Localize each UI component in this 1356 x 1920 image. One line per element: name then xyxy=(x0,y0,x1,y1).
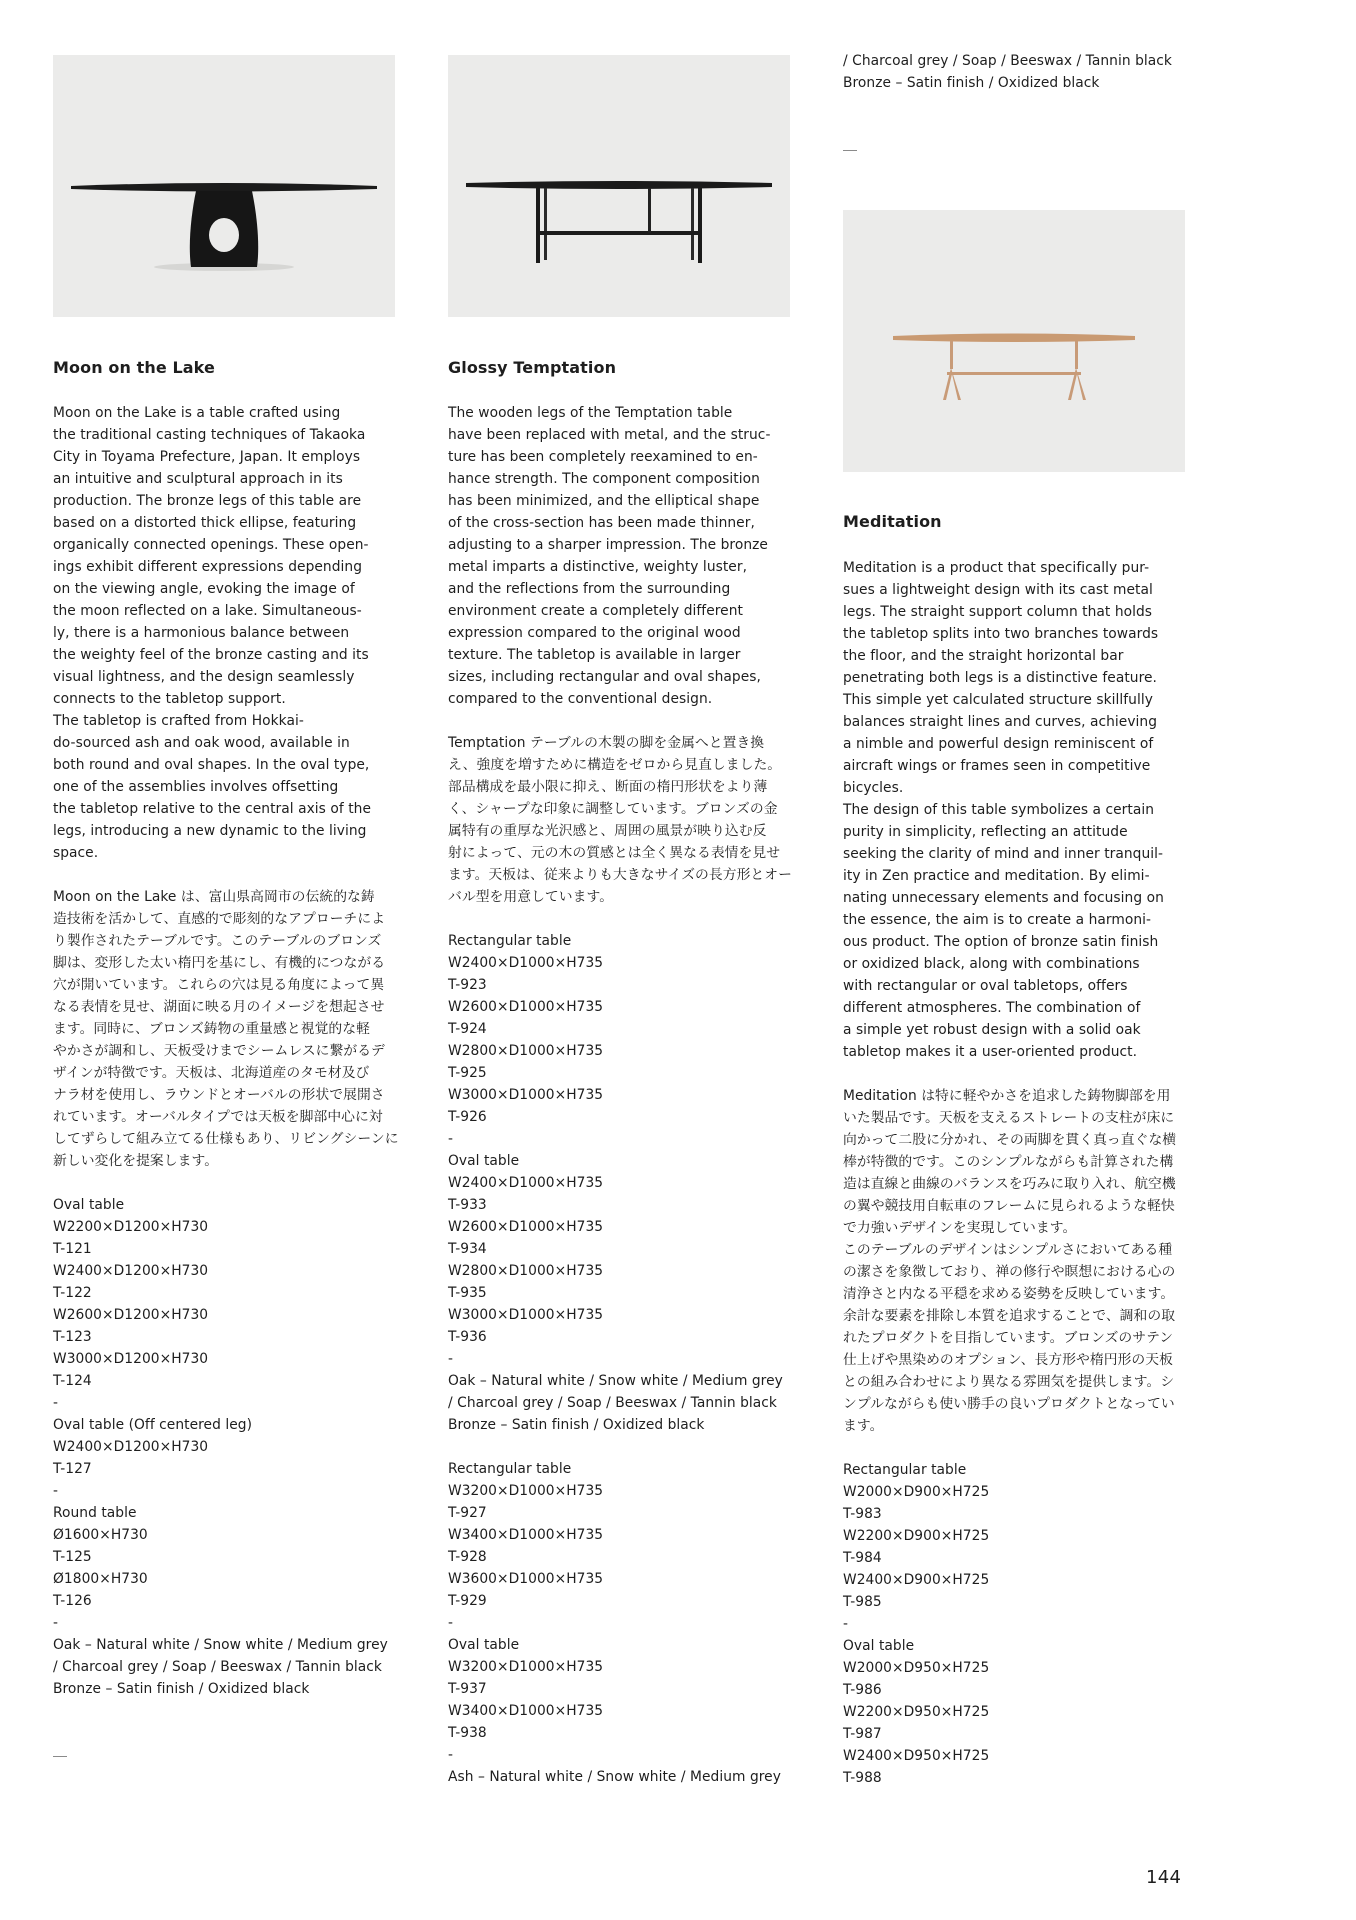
spec-line: W2400×D900×H725 xyxy=(843,1572,990,1588)
spec-line: T-924 xyxy=(448,1021,487,1037)
spec-line: / Charcoal grey / Soap / Beeswax / Tannin black xyxy=(448,1395,777,1411)
text-line: え、強度を増すために構造をゼロから見直しました。 xyxy=(448,757,782,773)
spec-line: T-925 xyxy=(448,1065,487,1081)
text-line: ings exhibit different expressions depending xyxy=(53,559,362,575)
text-line: and the reflections from the surrounding xyxy=(448,581,731,597)
text-line: a nimble and powerful design reminiscent of xyxy=(843,736,1154,752)
spec-line: T-125 xyxy=(53,1549,92,1565)
text-line: 新しい変化を提案します。 xyxy=(53,1153,219,1169)
text-line: 脚は、変形した太い楕円を基にし、有機的につながる xyxy=(53,955,386,971)
moon-on-the-lake-table-illustration xyxy=(53,55,395,317)
text-line: く、シャープな印象に調整しています。ブロンズの金 xyxy=(448,801,778,817)
text-line: aircraft wings or frames seen in competitive xyxy=(843,758,1151,774)
text-line: different atmospheres. The combination of xyxy=(843,1000,1141,1016)
spec-line: W2000×D900×H725 xyxy=(843,1484,990,1500)
spec-line: Bronze – Satin finish / Oxidized black xyxy=(448,1417,705,1433)
text-line: Moon on the Lake is a table crafted using xyxy=(53,405,341,421)
spec-line: Ø1600×H730 xyxy=(53,1527,148,1543)
text-line: both round and oval shapes. In the oval type, xyxy=(53,757,370,773)
spec-line: W2400×D1200×H730 xyxy=(53,1439,209,1455)
spec-line: Oval table xyxy=(448,1637,520,1653)
spec-line: T-934 xyxy=(448,1241,487,1257)
spec-line: Bronze – Satin finish / Oxidized black xyxy=(843,75,1100,91)
meditation-table-illustration xyxy=(843,210,1185,472)
text-line: sues a lightweight design with its cast metal xyxy=(843,582,1153,598)
text-line: expression compared to the original wood xyxy=(448,625,741,641)
spec-line: W2600×D1000×H735 xyxy=(448,999,604,1015)
product-photo-moon-on-the-lake xyxy=(53,55,395,317)
spec-line: - xyxy=(448,1615,454,1631)
product-text-meditation xyxy=(843,557,1185,1789)
text-line: an intuitive and sculptural approach in its xyxy=(53,471,343,487)
text-line: the moon reflected on a lake. Simultaneous- xyxy=(53,603,362,619)
spec-line: W2400×D1000×H735 xyxy=(448,955,604,971)
product-specifications xyxy=(843,1459,1185,1789)
product-text-moon-on-the-lake xyxy=(53,402,399,1700)
text-line: 造技術を活かして、直感的で彫刻的なアプローチによ xyxy=(53,911,386,927)
text-line: ture has been completely reexamined to en- xyxy=(448,449,758,465)
text-line: or oxidized black, along with combinations xyxy=(843,956,1140,972)
text-line: との組み合わせにより異なる雰囲気を提供します。シ xyxy=(843,1374,1175,1390)
spec-line: Oak – Natural white / Snow white / Medium grey xyxy=(53,1637,388,1653)
spec-line: T-124 xyxy=(53,1373,92,1389)
spec-line: W3000×D1200×H730 xyxy=(53,1351,209,1367)
product-specifications xyxy=(53,1194,395,1700)
text-line: The wooden legs of the Temptation table xyxy=(448,405,733,421)
section-end-dash xyxy=(53,1756,67,1757)
text-line: nating unnecessary elements and focusing on xyxy=(843,890,1164,906)
spec-line: - xyxy=(448,1747,454,1763)
text-line: の潔さを象徴しており、禅の修行や瞑想における心の xyxy=(843,1264,1176,1280)
text-line: Meditation is a product that specifically pur- xyxy=(843,560,1150,576)
text-line: texture. The tabletop is available in larger xyxy=(448,647,741,663)
text-line: 部品構成を最小限に抑え、断面の楕円形状をより薄 xyxy=(448,779,768,795)
text-line: やかさが調和し、天板受けまでシームレスに繋がるデ xyxy=(53,1043,385,1059)
english-description xyxy=(448,402,790,710)
japanese-description xyxy=(843,1085,1185,1437)
spec-line: W2000×D950×H725 xyxy=(843,1660,990,1676)
spec-line: - xyxy=(53,1615,59,1631)
spec-line: T-933 xyxy=(448,1197,487,1213)
text-line: do-sourced ash and oak wood, available in xyxy=(53,735,350,751)
text-line: tabletop makes it a user-oriented product. xyxy=(843,1044,1138,1060)
text-line: balances straight lines and curves, achieving xyxy=(843,714,1158,730)
spec-line: W3200×D1000×H735 xyxy=(448,1659,604,1675)
product-title-moon-on-the-lake: Moon on the Lake xyxy=(53,358,215,377)
text-line: the floor, and the straight horizontal bar xyxy=(843,648,1124,664)
text-line: connects to the tabletop support. xyxy=(53,691,286,707)
text-line: with rectangular or oval tabletops, offers xyxy=(843,978,1128,994)
text-line: purity in simplicity, reflecting an attitude xyxy=(843,824,1128,840)
glossy-temptation-table-illustration xyxy=(448,55,790,317)
spec-line: W2400×D1200×H730 xyxy=(53,1263,209,1279)
text-line: environment create a completely different xyxy=(448,603,743,619)
spec-line: Ø1800×H730 xyxy=(53,1571,148,1587)
spec-line: W3400×D1000×H735 xyxy=(448,1703,604,1719)
text-line: 棒が特徴的です。このシンプルながらも計算された構 xyxy=(843,1154,1174,1170)
spec-line: W2200×D950×H725 xyxy=(843,1704,990,1720)
spec-line: W3000×D1000×H735 xyxy=(448,1307,604,1323)
spec-line: Oval table xyxy=(53,1197,125,1213)
spec-line: T-928 xyxy=(448,1549,487,1565)
text-line: Temptation テーブルの木製の脚を金属へと置き換 xyxy=(448,735,765,751)
spec-line: / Charcoal grey / Soap / Beeswax / Tannin black xyxy=(843,53,1172,69)
product-title-meditation: Meditation xyxy=(843,512,942,531)
spec-line: W2400×D1000×H735 xyxy=(448,1175,604,1191)
page-number: 144 xyxy=(1146,1867,1182,1888)
spec-line: T-937 xyxy=(448,1681,487,1697)
text-line: ナラ材を使用し、ラウンドとオーバルの形状で展開さ xyxy=(53,1087,385,1103)
text-line: The tabletop is crafted from Hokkai- xyxy=(53,713,304,729)
spec-line: T-938 xyxy=(448,1725,487,1741)
text-line: sizes, including rectangular and oval shapes, xyxy=(448,669,761,685)
text-line: 穴が開いています。これらの穴は見る角度によって異 xyxy=(53,977,385,993)
english-description xyxy=(843,557,1185,1063)
spec-line: T-121 xyxy=(53,1241,92,1257)
text-line: ous product. The option of bronze satin finish xyxy=(843,934,1159,950)
spec-line: T-936 xyxy=(448,1329,487,1345)
text-line: ly, there is a harmonious balance between xyxy=(53,625,350,641)
spec-line: T-926 xyxy=(448,1109,487,1125)
text-line: 仕上げや黒染めのオプション、長方形や楕円形の天板 xyxy=(843,1352,1173,1368)
spec-line: Oak – Natural white / Snow white / Medium grey xyxy=(448,1373,783,1389)
text-line: adjusting to a sharper impression. The bronze xyxy=(448,537,768,553)
text-line: 清浄さと内なる平穏を求める姿勢を反映しています。 xyxy=(843,1286,1175,1302)
spec-line: W3200×D1000×H735 xyxy=(448,1483,604,1499)
text-line: seeking the clarity of mind and inner tranquil- xyxy=(843,846,1164,862)
spec-line: - xyxy=(448,1351,454,1367)
text-line: ます。同時に、ブロンズ鋳物の重量感と視覚的な軽 xyxy=(53,1021,370,1037)
spec-line: T-927 xyxy=(448,1505,487,1521)
spec-line: T-984 xyxy=(843,1550,882,1566)
text-line: いた製品です。天板を支えるストレートの支柱が床に xyxy=(843,1110,1175,1126)
text-line: Meditation は特に軽やかさを追求した鋳物脚部を用 xyxy=(843,1088,1171,1104)
text-line: ザインが特徴です。天板は、北海道産のタモ材及び xyxy=(53,1065,370,1081)
spec-line: W2200×D1200×H730 xyxy=(53,1219,209,1235)
text-line: してずらして組み立てる仕様もあり、リビングシーンに xyxy=(53,1131,399,1147)
product-text-glossy-temptation xyxy=(448,402,790,1788)
text-line: り製作されたテーブルです。このテーブルのブロンズ xyxy=(53,933,382,949)
spec-line: T-988 xyxy=(843,1770,882,1786)
text-line: organically connected openings. These open- xyxy=(53,537,369,553)
spec-line: - xyxy=(53,1395,59,1411)
spec-line: W3600×D1000×H735 xyxy=(448,1571,604,1587)
spec-line: T-985 xyxy=(843,1594,882,1610)
text-line: ます。天板は、従来よりも大きなサイズの長方形とオー xyxy=(448,867,792,883)
spec-line: T-923 xyxy=(448,977,487,993)
text-line: production. The bronze legs of this table are xyxy=(53,493,362,509)
text-line: penetrating both legs is a distinctive feature. xyxy=(843,670,1157,686)
text-line: バル型を用意しています。 xyxy=(448,889,614,905)
text-line: one of the assemblies involves offsetting xyxy=(53,779,339,795)
japanese-description xyxy=(448,732,790,908)
text-line: 属特有の重厚な光沢感と、周囲の風景が映り込む反 xyxy=(448,823,767,839)
continued-material-list xyxy=(843,50,1185,94)
text-line: このテーブルのデザインはシンプルさにおいてある種 xyxy=(843,1242,1173,1258)
text-line: of the cross-section has been made thinner, xyxy=(448,515,755,531)
text-line: 射によって、元の木の質感とは全く異なる表情を見せ xyxy=(448,845,781,861)
spec-line: Oval table (Off centered leg) xyxy=(53,1417,252,1433)
text-line: visual lightness, and the design seamlessly xyxy=(53,669,355,685)
text-line: the tabletop relative to the central axis of the xyxy=(53,801,371,817)
spec-line: T-123 xyxy=(53,1329,92,1345)
japanese-description xyxy=(53,886,399,1172)
text-line: City in Toyama Prefecture, Japan. It employs xyxy=(53,449,361,465)
spec-line: T-983 xyxy=(843,1506,882,1522)
text-line: legs, introducing a new dynamic to the living xyxy=(53,823,367,839)
spec-line: W2600×D1200×H730 xyxy=(53,1307,209,1323)
text-line: 造は直線と曲線のバランスを巧みに取り入れ、航空機 xyxy=(843,1176,1176,1192)
spec-line: Rectangular table xyxy=(448,933,572,949)
spec-line: T-987 xyxy=(843,1726,882,1742)
spec-line: W3000×D1000×H735 xyxy=(448,1087,604,1103)
spec-line: Oval table xyxy=(843,1638,915,1654)
spec-line: Rectangular table xyxy=(448,1461,572,1477)
text-line: space. xyxy=(53,845,99,861)
spec-line: W2200×D900×H725 xyxy=(843,1528,990,1544)
text-line: 余計な要素を排除し本質を追求することで、調和の取 xyxy=(843,1308,1176,1324)
english-description xyxy=(53,402,395,864)
spec-line: W2400×D950×H725 xyxy=(843,1748,990,1764)
spec-line: Round table xyxy=(53,1505,137,1521)
text-line: The design of this table symbolizes a certain xyxy=(843,802,1155,818)
text-line: legs. The straight support column that holds xyxy=(843,604,1153,620)
text-line: based on a distorted thick ellipse, featuring xyxy=(53,515,357,531)
text-line: on the viewing angle, evoking the image of xyxy=(53,581,355,597)
spec-line: / Charcoal grey / Soap / Beeswax / Tannin black xyxy=(53,1659,382,1675)
spec-line: W3400×D1000×H735 xyxy=(448,1527,604,1543)
product-specifications xyxy=(448,930,790,1788)
text-line: the weighty feel of the bronze casting and its xyxy=(53,647,369,663)
spec-line: Ash – Natural white / Snow white / Medium grey xyxy=(448,1769,781,1785)
spec-line: W2600×D1000×H735 xyxy=(448,1219,604,1235)
spec-line: - xyxy=(53,1483,59,1499)
spec-line: Rectangular table xyxy=(843,1462,967,1478)
text-line: the essence, the aim is to create a harmoni- xyxy=(843,912,1152,928)
text-line: the traditional casting techniques of Takaoka xyxy=(53,427,366,443)
text-line: the tabletop splits into two branches towards xyxy=(843,626,1159,642)
text-line: This simple yet calculated structure skillfully xyxy=(843,692,1153,708)
text-line: hance strength. The component composition xyxy=(448,471,760,487)
text-line: ity in Zen practice and meditation. By elimi- xyxy=(843,868,1150,884)
section-end-dash xyxy=(843,150,857,151)
text-line: bicycles. xyxy=(843,780,904,796)
text-line: れたプロダクトを目指しています。ブロンズのサテン xyxy=(843,1330,1174,1346)
spec-line: T-126 xyxy=(53,1593,92,1609)
spec-line xyxy=(448,1436,790,1458)
product-photo-meditation xyxy=(843,210,1185,472)
text-line: で力強いデザインを実現しています。 xyxy=(843,1220,1077,1236)
spec-line: T-122 xyxy=(53,1285,92,1301)
text-line: has been minimized, and the elliptical shape xyxy=(448,493,760,509)
text-line: Moon on the Lake は、富山県高岡市の伝統的な鋳 xyxy=(53,889,375,905)
spec-line: - xyxy=(843,1616,849,1632)
text-line: ンプルながらも使い勝手の良いプロダクトとなってい xyxy=(843,1396,1175,1412)
product-photo-glossy-temptation xyxy=(448,55,790,317)
spec-line: Bronze – Satin finish / Oxidized black xyxy=(53,1681,310,1697)
text-line: have been replaced with metal, and the struc- xyxy=(448,427,771,443)
text-line: なる表情を見せ、湖面に映る月のイメージを想起させ xyxy=(53,999,385,1015)
spec-line: T-127 xyxy=(53,1461,92,1477)
text-line: compared to the conventional design. xyxy=(448,691,713,707)
spec-line: Oval table xyxy=(448,1153,520,1169)
spec-line: T-929 xyxy=(448,1593,487,1609)
spec-line: W2800×D1000×H735 xyxy=(448,1043,604,1059)
spec-line: T-986 xyxy=(843,1682,882,1698)
spec-line: T-935 xyxy=(448,1285,487,1301)
text-line: 向かって二股に分かれ、その両脚を貫く真っ直ぐな横 xyxy=(843,1132,1177,1148)
text-line: の翼や競技用自転車のフレームに見られるような軽快 xyxy=(843,1198,1175,1214)
spec-line: W2800×D1000×H735 xyxy=(448,1263,604,1279)
text-line: れています。オーバルタイプでは天板を脚部中心に対 xyxy=(53,1109,383,1125)
text-line: a simple yet robust design with a solid oak xyxy=(843,1022,1141,1038)
text-line: ます。 xyxy=(843,1418,884,1434)
text-line: metal imparts a distinctive, weighty luster, xyxy=(448,559,748,575)
spec-line: - xyxy=(448,1131,454,1147)
product-title-glossy-temptation: Glossy Temptation xyxy=(448,358,617,377)
